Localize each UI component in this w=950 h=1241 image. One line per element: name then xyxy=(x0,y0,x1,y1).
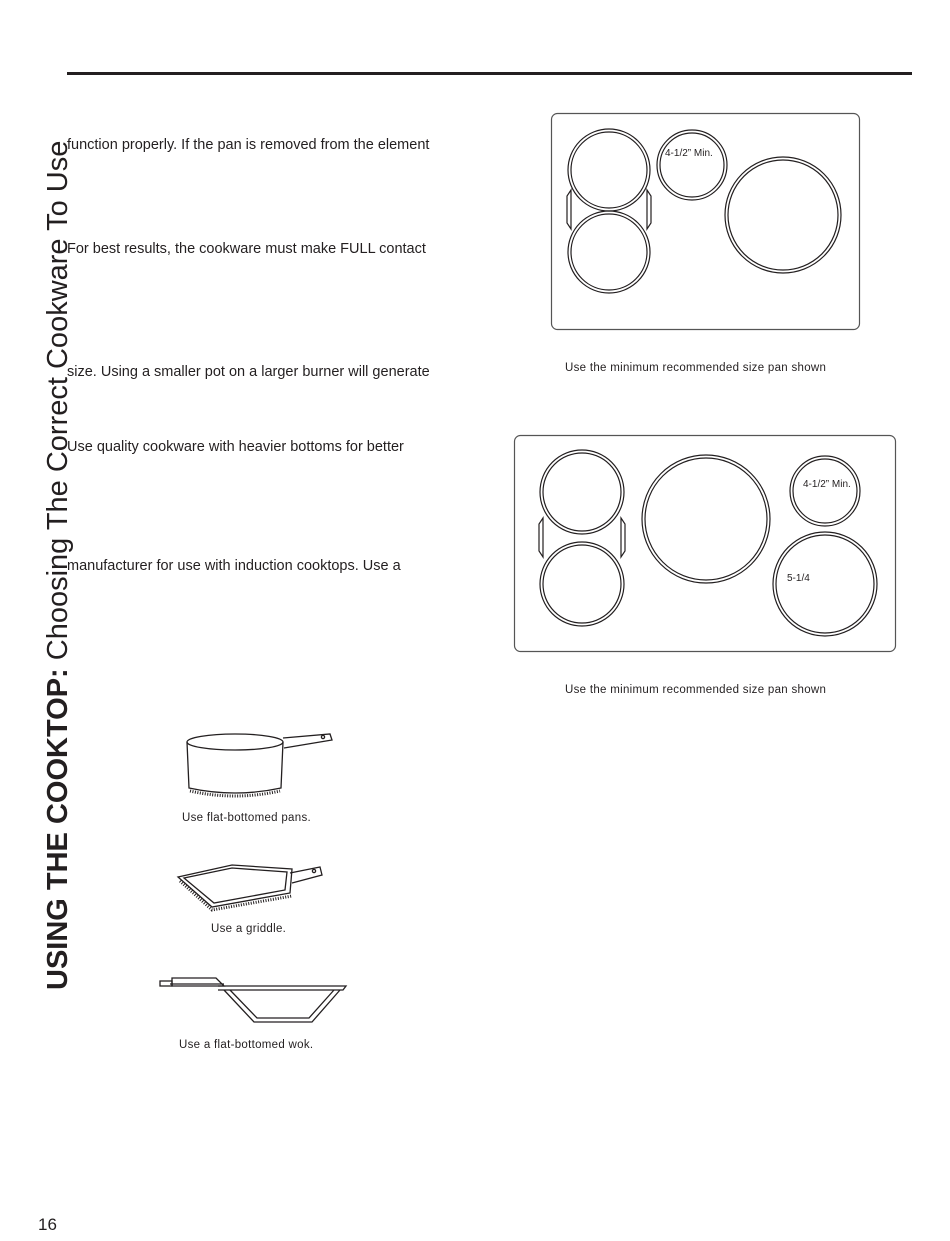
header-rule xyxy=(67,72,912,75)
saucepan-illustration xyxy=(180,728,340,803)
wok-caption: Use a flat-bottomed wok. xyxy=(179,1039,314,1051)
side-title-bold: USING THE COOKTOP: xyxy=(42,668,74,990)
side-title-regular: Choosing The Correct Cookware To Use xyxy=(42,140,74,669)
griddle-caption: Use a griddle. xyxy=(211,923,287,935)
cooktop2-min-label: 4-1/2” Min. xyxy=(803,479,851,490)
cooktop1-min-label: 4-1/2” Min. xyxy=(665,148,713,159)
cooktop2-size-label: 5-1/4 xyxy=(787,573,810,584)
saucepan-caption: Use flat-bottomed pans. xyxy=(182,812,311,824)
side-title xyxy=(0,0,74,1000)
cooktop2-caption: Use the minimum recommended size pan shown xyxy=(565,684,827,696)
page-number: 16 xyxy=(38,1215,57,1234)
paragraph-2: For best results, the cookware must make FULL contact xyxy=(67,241,426,257)
paragraph-3: size. Using a smaller pot on a larger burner will generate xyxy=(67,364,430,380)
cooktop-diagram-1 xyxy=(550,112,862,332)
griddle-illustration xyxy=(172,855,332,915)
paragraph-1: function properly. If the pan is removed from the element xyxy=(67,137,430,153)
cooktop1-caption: Use the minimum recommended size pan shown xyxy=(565,362,827,374)
paragraph-4: Use quality cookware with heavier bottoms for better xyxy=(67,439,404,455)
paragraph-5: manufacturer for use with induction cooktops. Use a xyxy=(67,558,401,574)
cooktop-diagram-2 xyxy=(513,434,898,654)
wok-illustration xyxy=(158,972,348,1027)
